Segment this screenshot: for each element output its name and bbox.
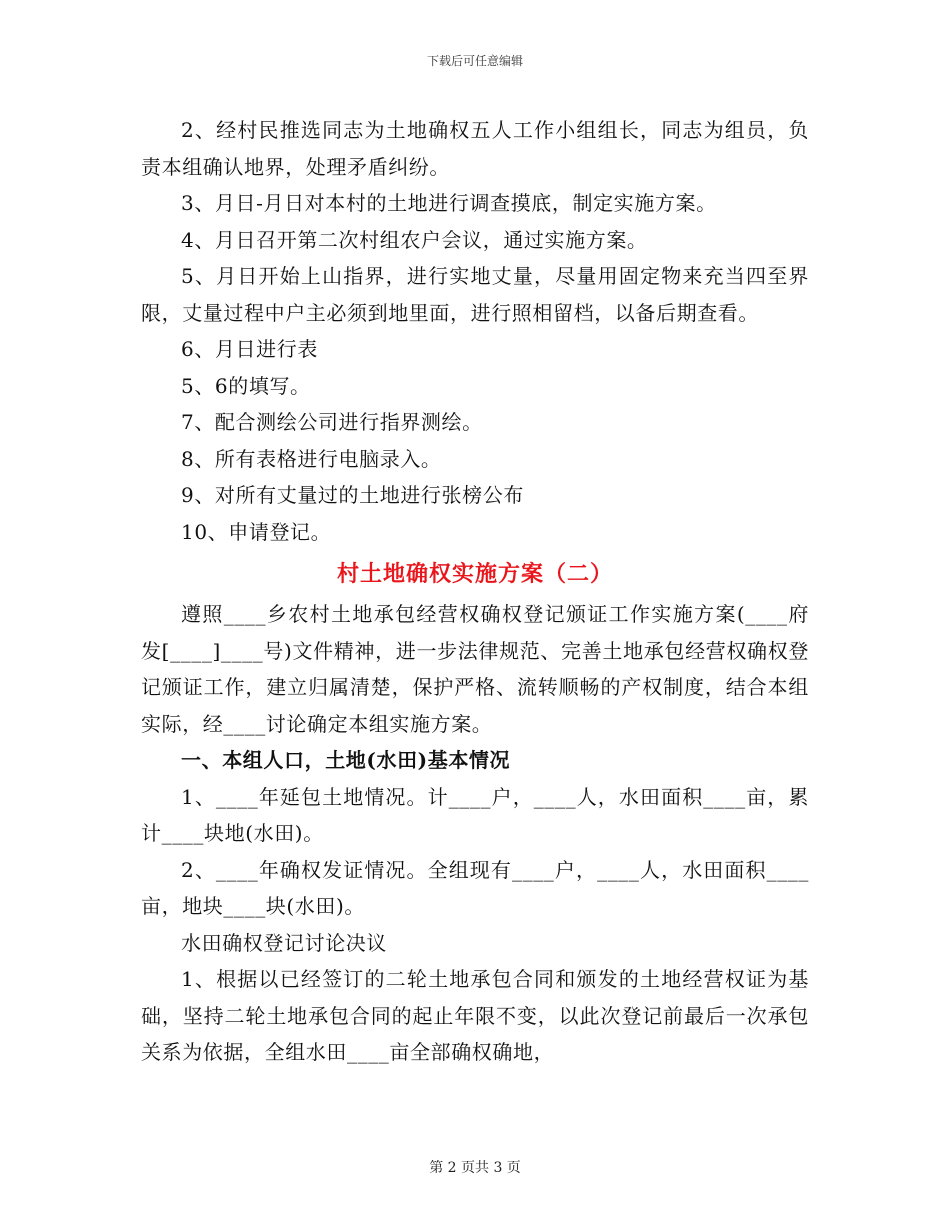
- list-item: 1、根据以已经签订的二轮土地承包合同和颁发的土地经营权证为基础，坚持二轮土地承包合同的起止年限不变，以此次登记前最后一次承包关系为依据，全组水田____亩全部确权确地，: [141, 967, 809, 1064]
- list-item: 2、经村民推选同志为土地确权五人工作小组组长，同志为组员，负责本组确认地界，处理矛盾纠纷。: [141, 118, 809, 179]
- subheading: 水田确权登记讨论决议: [181, 930, 387, 955]
- page-header-note: 下载后可任意编辑: [426, 54, 523, 68]
- list-item: 3、月日-月日对本村的土地进行调查摸底，制定实施方案。: [181, 191, 717, 215]
- list-item: 8、所有表格进行电脑录入。: [181, 446, 442, 471]
- list-item: 5、月日开始上山指界，进行实地丈量，尽量用固定物来充当四至界限，丈量过程中户主必须到地里面，进行照相留档，以备后期查看。: [141, 264, 809, 325]
- list-item: 5、6的填写。: [181, 373, 311, 398]
- list-item: 7、配合测绘公司进行指界测绘。: [181, 410, 483, 434]
- section-heading: 一、本组人口，土地(水田)基本情况: [181, 748, 511, 772]
- intro-paragraph: 遵照____乡农村土地承包经营权确权登记颁证工作实施方案(____府发[____]____号)文件精神，进一步法律规范、完善土地承包经营权确权登记颁证工作，建立归属清楚，保护严格、流转顺畅的产权制度，结合本组实际，经____讨论确定本组实施方案。: [141, 602, 809, 736]
- list-item: 1、____年延包土地情况。计____户，____人，水田面积____亩，累计____块地(水田)。: [141, 784, 809, 845]
- document-body: [141, 112, 809, 1071]
- list-item: 9、对所有丈量过的土地进行张榜公布: [181, 483, 524, 507]
- list-item: 6、月日进行表: [181, 337, 318, 361]
- page-number: 第 2 页共 3 页: [429, 1160, 521, 1176]
- section-title: 村土地确权实施方案（二）: [336, 561, 613, 587]
- list-item: 10、申请登记。: [181, 519, 332, 544]
- list-item: 4、月日召开第二次村组农户会议，通过实施方案。: [181, 227, 648, 252]
- list-item: 2、____年确权发证情况。全组现有____户，____人，水田面积____亩，地块____块(水田)。: [141, 857, 809, 918]
